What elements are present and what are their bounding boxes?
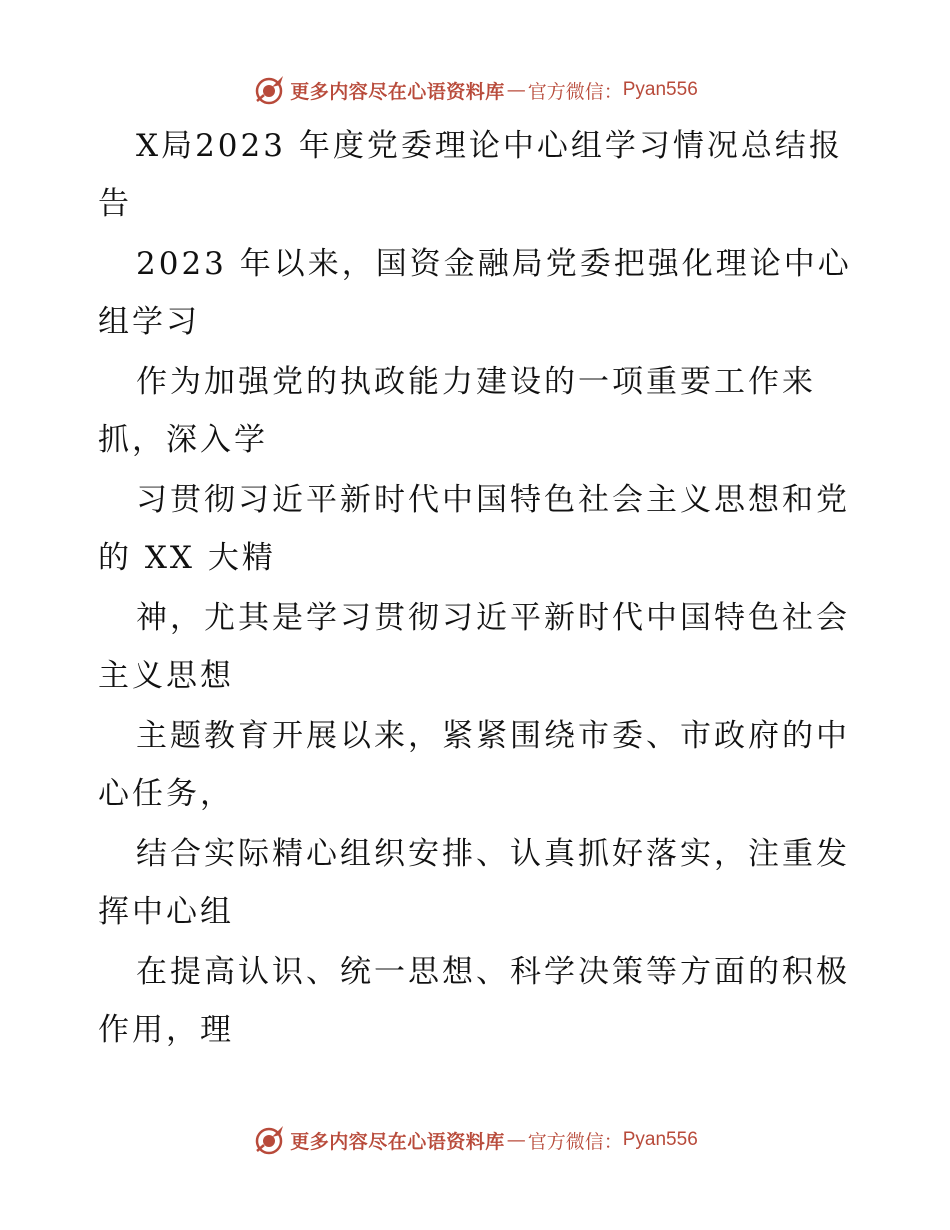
quill-logo-icon (252, 1123, 286, 1157)
document-title-line: 告 (98, 186, 132, 222)
document-title-line: X局2023 年度党委理论中心组学习情况总结报 (136, 128, 843, 164)
paragraph-line: 组学习 (98, 304, 200, 340)
paragraph-line: 抓，深入学 (98, 422, 268, 458)
paragraph-line: 作为加强党的执政能力建设的一项重要工作来 (136, 364, 816, 400)
paragraph-line: 心任务， (98, 776, 234, 812)
banner-title: 更多内容尽在心语资料库 (290, 1130, 505, 1153)
paragraph-line: 神，尤其是学习贯彻习近平新时代中国特色社会 (136, 600, 850, 636)
paragraph-line: 结合实际精心组织安排、认真抓好落实，注重发 (136, 836, 850, 872)
paragraph-line: 挥中心组 (98, 894, 234, 930)
paragraph-line: 在提高认识、统一思想、科学决策等方面的积极 (136, 954, 850, 990)
banner-wechat-label: 官方微信： (527, 80, 623, 103)
paragraph-line: 习贯彻习近平新时代中国特色社会主义思想和党 (136, 482, 850, 518)
paragraph-line: 主题教育开展以来，紧紧围绕市委、市政府的中 (136, 718, 850, 754)
banner-wechat-label: 官方微信： (527, 1130, 623, 1153)
banner-wechat-id: Pyan556 (622, 79, 698, 100)
paragraph-line: 2023 年以来，国资金融局党委把强化理论中心 (136, 246, 852, 282)
paragraph-line: 的 XX 大精 (98, 540, 276, 576)
paragraph-line: 作用，理 (98, 1012, 234, 1048)
banner-wechat-id: Pyan556 (622, 1129, 698, 1150)
banner-dash: — (506, 79, 526, 101)
footer-watermark-banner (0, 1120, 950, 1160)
quill-logo-icon (252, 73, 286, 107)
banner-title: 更多内容尽在心语资料库 (290, 80, 505, 103)
header-watermark-banner (0, 70, 950, 110)
banner-dash: — (506, 1129, 526, 1151)
paragraph-line: 主义思想 (98, 658, 234, 694)
